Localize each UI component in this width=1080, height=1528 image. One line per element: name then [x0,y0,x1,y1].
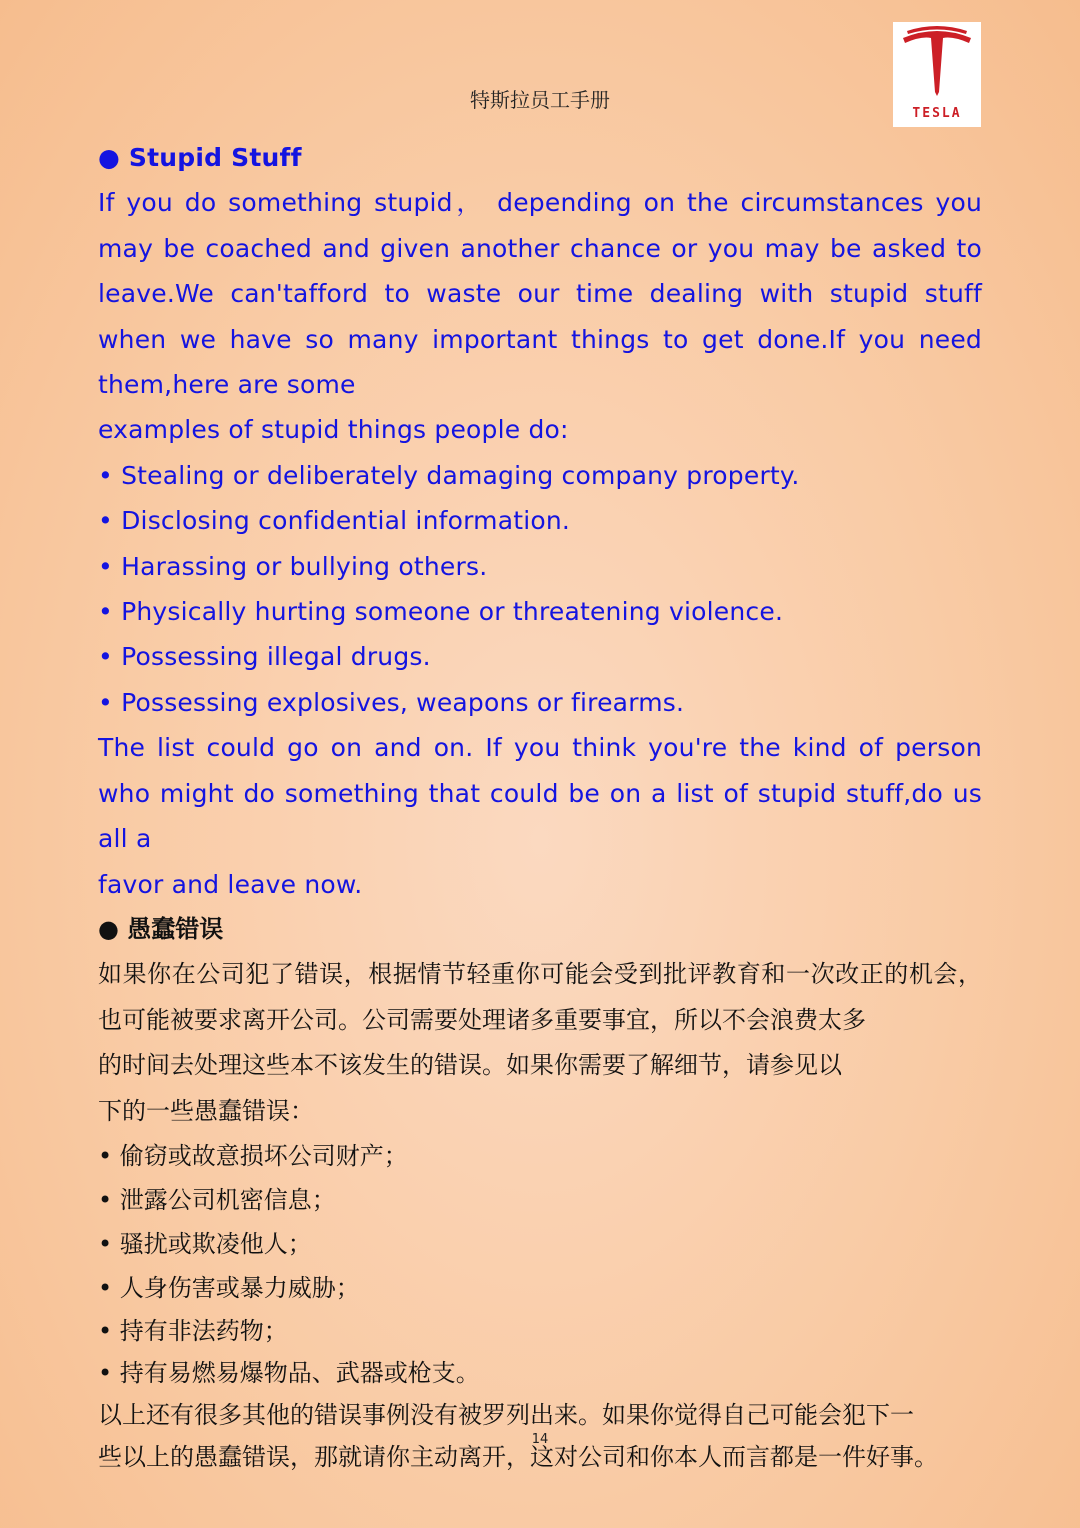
english-bullet: • Possessing illegal drugs. [98,642,431,672]
chinese-section [98,907,982,1478]
chinese-bullet: • 偷窃或故意损坏公司财产； [98,1141,408,1170]
english-bullet: • Physically hurting someone or threatening violence. [98,597,784,627]
english-bullet: • Harassing or bullying others. [98,551,488,581]
english-heading: ● Stupid Stuff [98,143,302,172]
page-content [98,135,982,1478]
chinese-bullet: • 泄露公司机密信息； [98,1185,336,1214]
tesla-t-logo-icon [893,22,981,106]
chinese-bullet: • 持有非法药物； [98,1316,288,1345]
chinese-intro: 如果你在公司犯了错误，根据情节轻重你可能会受到批评教育和一次改正的机会，也可能被要求离开公司。公司需要处理诸多重要事宜，所以不会浪费太多 [98,960,982,1034]
chinese-heading: ● 愚蠢错误 [98,914,224,943]
english-bullet: • Disclosing confidential information. [98,506,571,536]
chinese-intro-line: 的时间去处理这些本不该发生的错误。如果你需要了解细节，请参见以 [98,1051,842,1080]
english-bullet: • Possessing explosives, weapons or firearms. [98,687,685,717]
chinese-closing-line: 以上还有很多其他的错误事例没有被罗列出来。如果你觉得自己可能会犯下一 [98,1400,914,1429]
tesla-wordmark: TESLA [912,106,962,121]
english-intro-last-line: examples of stupid things people do: [98,415,569,445]
english-bullet: • Stealing or deliberately damaging company property. [98,460,800,490]
chinese-closing-line: 些以上的愚蠢错误，那就请你主动离开，这对公司和你本人而言都是一件好事。 [98,1442,938,1471]
page-number: 14 [531,1432,549,1447]
english-closing-last-line: favor and leave now. [98,869,363,899]
english-intro: If you do something stupid， depending on the circumstances you may be coached and given another chance or you may be asked to leave.We can'tafford to waste our time dealing with stupid stuff when we have so many important things to get done.If you need them,here are some [98,188,982,400]
chinese-intro-line: 下的一些愚蠢错误： [98,1096,314,1125]
chinese-bullet: • 人身伤害或暴力威胁； [98,1273,360,1302]
english-closing: The list could go on and on. If you think you're the kind of person who might do something that could be on a list of stupid stuff,do us all a [98,733,982,854]
chinese-bullet: • 持有易燃易爆物品、武器或枪支。 [98,1358,480,1387]
tesla-logo [893,22,981,127]
chinese-bullet: • 骚扰或欺凌他人； [98,1229,312,1258]
english-section [98,135,982,907]
page-header-title: 特斯拉员工手册 [470,88,610,112]
